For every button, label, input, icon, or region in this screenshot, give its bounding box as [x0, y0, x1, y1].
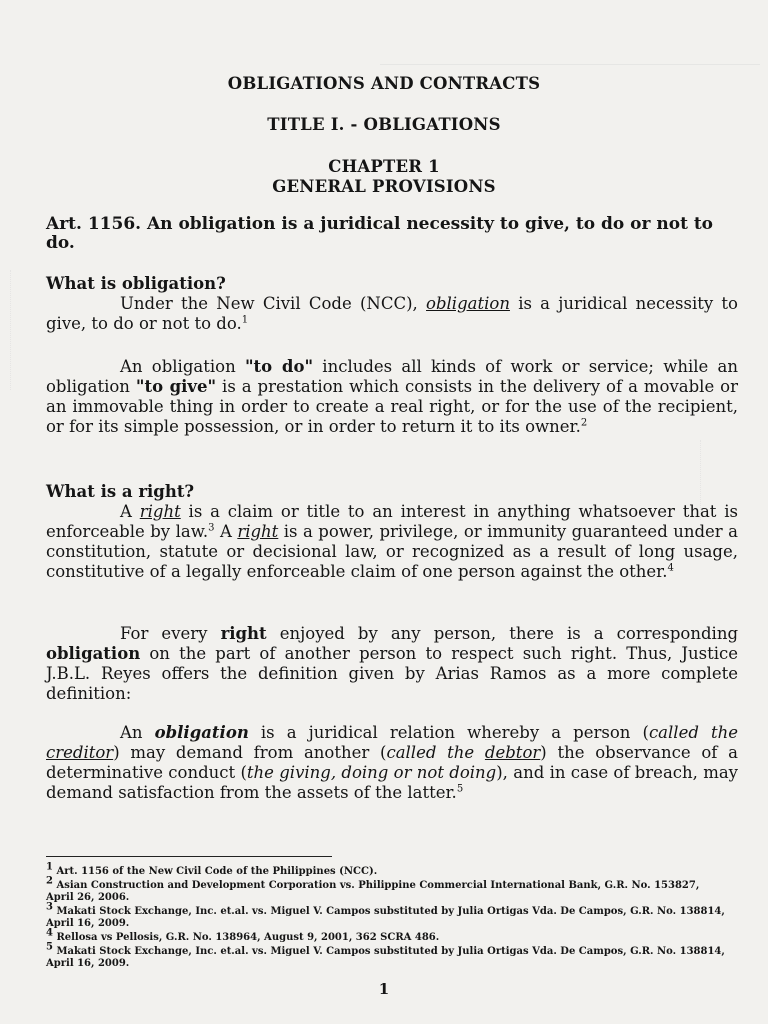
- term-obligation: obligation: [426, 294, 510, 313]
- paragraph-arias-ramos-definition: An obligation is a juridical relation whereby a person (called the creditor) may demand from another (called the debtor) the observance of a determinative conduct (the giving, doing or not doing), and in case of breach, may demand satisfaction from the assets of the latter.$^5$: [46, 723, 738, 802]
- footnote-1: $^1$ Art. 1156 of the New Civil Code of the Philippines (NCC).: [46, 861, 378, 877]
- doc-title: OBLIGATIONS AND CONTRACTS: [227, 74, 541, 93]
- page-number: 1: [378, 980, 390, 998]
- question-right: What is a right?: [46, 482, 195, 501]
- footnote-ref-2: 2: [580, 417, 588, 429]
- article-line-2: do.: [46, 233, 75, 253]
- paragraph-right-definition: A right is a claim or title to an interest in anything whatsoever that is enforceable by law.$^3$ A right is a power, privilege, or immunity guaranteed under a constitution, statute or decisional law, or recognized as a result of long usage, constitutive of a legally enforceable claim of one person against the other.$^4$: [46, 502, 738, 581]
- chapter-number: CHAPTER 1: [328, 157, 440, 176]
- footnote-divider: [46, 856, 332, 857]
- footnote-ref-3: 3: [208, 522, 215, 534]
- title-heading: TITLE I. - OBLIGATIONS: [267, 115, 501, 134]
- term-right: right: [139, 502, 181, 521]
- paragraph-to-do-to-give: An obligation "to do" includes all kinds of work or service; while an obligation "to give" is a prestation which consists in the delivery of a movable or an immovable thing in order to create a real right, or for the use of the recipient, or for its simple possession, or in order to return it to its owner.$^2$: [46, 357, 739, 436]
- chapter-title: GENERAL PROVISIONS: [272, 177, 496, 196]
- footnote-ref-5: 5: [456, 783, 464, 795]
- footnote-3: $^3$ Makati Stock Exchange, Inc. et.al. vs. Miguel V. Campos substituted by Julia Ortigas Vda. De Campos, G.R. No. 138814, April 16, 2009.: [46, 901, 725, 929]
- paragraph-obligation-definition: Under the New Civil Code (NCC), obligation is a juridical necessity to give, to do or not to do.$^1$: [46, 294, 738, 333]
- paragraph-right-obligation: For every right enjoyed by any person, there is a corresponding obligation on the part of another person to respect such right. Thus, Justice J.B.L. Reyes offers the definition given by Arias Ramos as a more complete definition:: [46, 624, 739, 703]
- question-obligation: What is obligation?: [46, 274, 226, 293]
- footnote-ref-4: 4: [667, 562, 674, 574]
- article-line-1: Art. 1156. An obligation is a juridical necessity to give, to do or not to: [46, 214, 714, 234]
- term-creditor: creditor: [46, 743, 114, 762]
- footnote-5: $^5$ Makati Stock Exchange, Inc. et.al. vs. Miguel V. Campos substituted by Julia Ortigas Vda. De Campos, G.R. No. 138814, April 16, 2009.: [46, 941, 725, 969]
- article-1156: [46, 215, 738, 253]
- term-debtor: debtor: [484, 743, 541, 762]
- term-right-2: right: [237, 522, 279, 541]
- footnote-4: $^4$ Rellosa vs Pellosis, G.R. No. 138964, August 9, 2001, 362 SCRA 486.: [46, 927, 440, 943]
- footnote-ref-1: 1: [241, 314, 249, 326]
- footnote-2: $^2$ Asian Construction and Development Corporation vs. Philippine Commercial International Bank, G.R. No. 153827, April 26, 2006.: [46, 875, 700, 903]
